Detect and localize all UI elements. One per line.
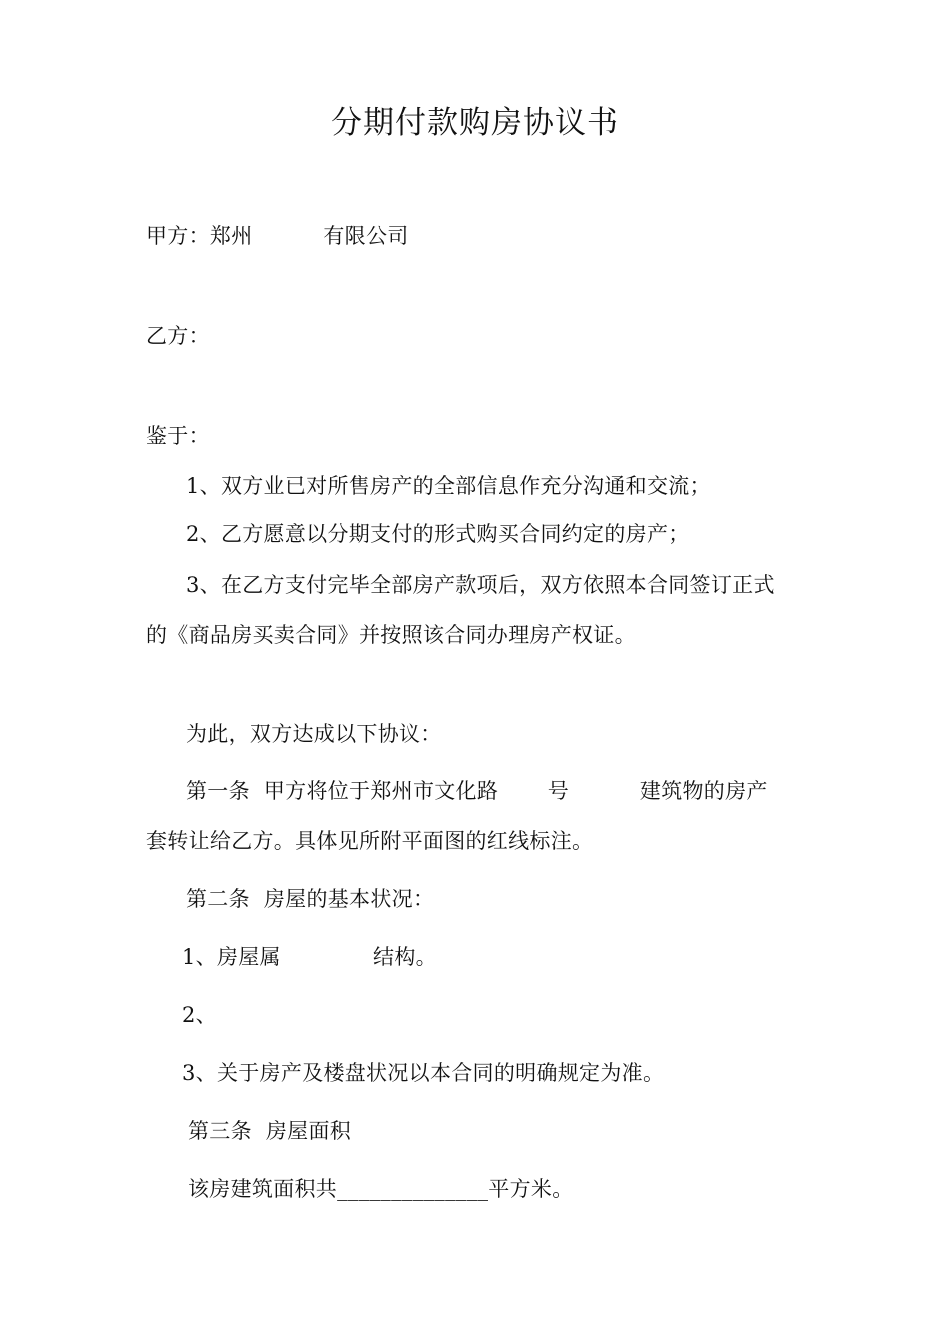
whereas-item-1: 1、双方业已对所售房产的全部信息作充分沟通和交流； (186, 474, 711, 498)
document-title: 分期付款购房协议书 (331, 105, 619, 141)
whereas-item-3-line-2: 的《商品房买卖合同》并按照该合同办理房产权证。 (146, 623, 636, 647)
whereas-heading: 鉴于： (146, 424, 210, 448)
whereas-item-2: 2、乙方愿意以分期支付的形式购买合同约定的房产； (186, 522, 690, 546)
article-2-item-1: 1、房屋属 结构。 (182, 945, 437, 969)
article-3-text: 该房建筑面积共______________平方米。 (188, 1177, 574, 1201)
article-1-line-2: 套转让给乙方。具体见所附平面图的红线标注。 (146, 829, 594, 853)
article-3-heading: 第三条 房屋面积 (188, 1119, 352, 1143)
agreement-intro: 为此，双方达成以下协议： (186, 722, 442, 746)
article-2-item-3: 3、关于房产及楼盘状况以本合同的明确规定为准。 (182, 1061, 665, 1085)
article-2-heading: 第二条 房屋的基本状况： (186, 887, 435, 911)
article-2-item-2: 2、 (182, 1003, 217, 1027)
party-a-line: 甲方：郑州 有限公司 (146, 224, 409, 248)
whereas-item-3-line-1: 3、在乙方支付完毕全部房产款项后，双方依照本合同签订正式 (186, 573, 775, 597)
party-b-line: 乙方： (146, 324, 210, 348)
article-1-line-1: 第一条 甲方将位于郑州市文化路 号 建筑物的房产 (186, 779, 768, 803)
